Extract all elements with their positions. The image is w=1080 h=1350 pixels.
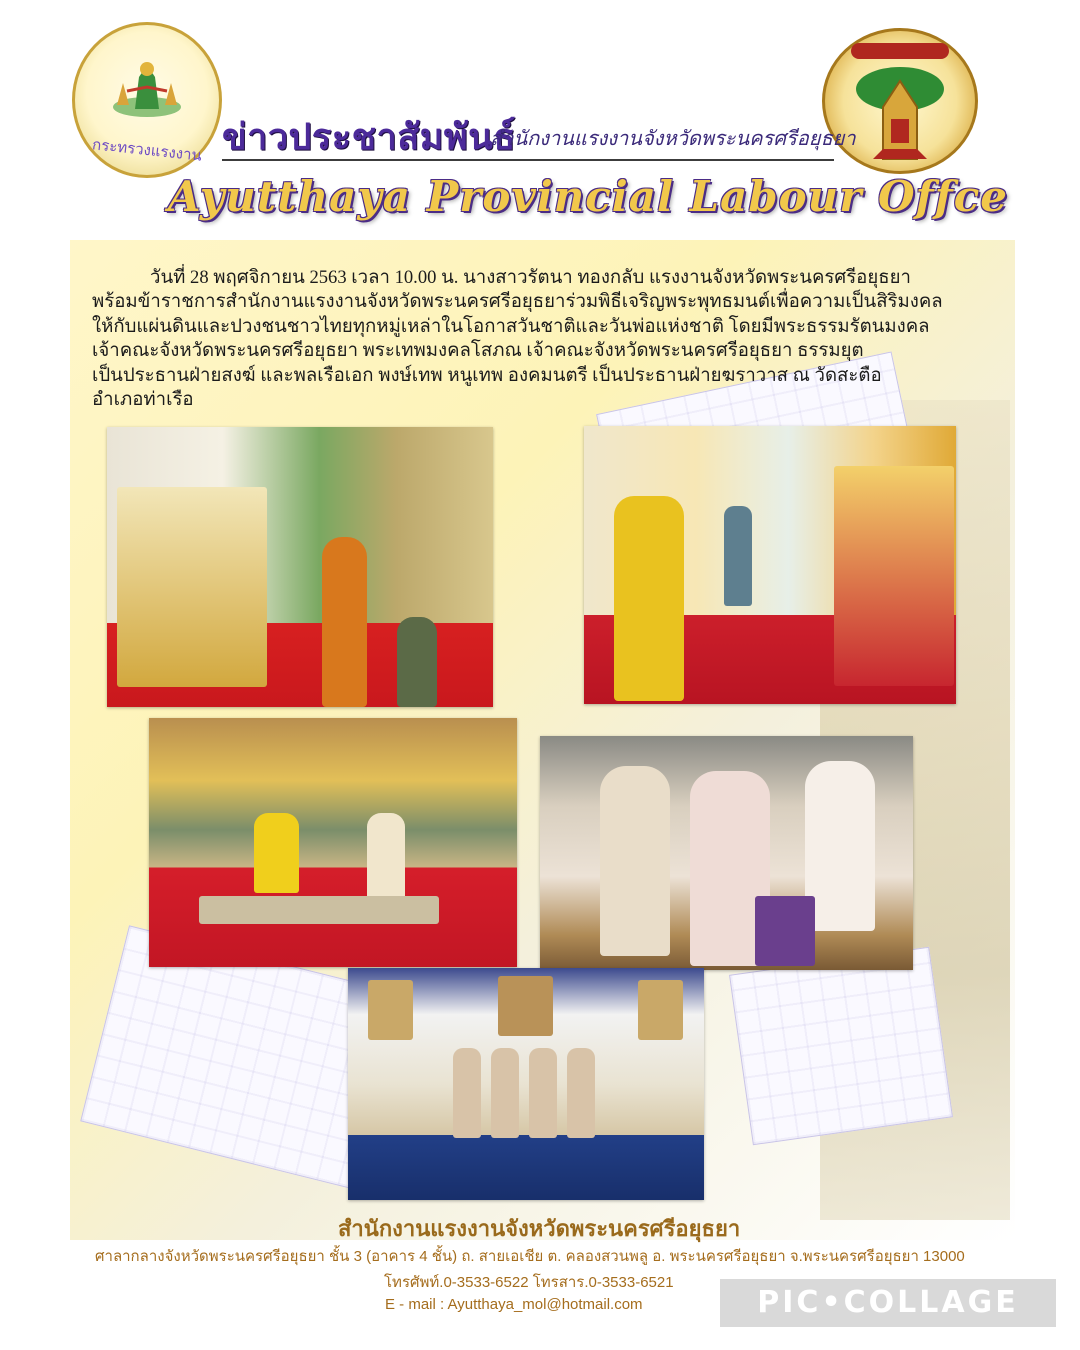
background-cloth [729, 947, 953, 1145]
paragraph-line: เป็นประธานฝ่ายสงฆ์ และพลเรือเอก พงษ์เทพ หนูเทพ องคมนตรี เป็นประธานฝ่ายฆราวาส ณ วัดสะตือ [92, 364, 882, 386]
monk-figure [322, 537, 367, 707]
person-in-yellow [614, 496, 684, 701]
altar-tables [834, 466, 954, 686]
paragraph-line: วันที่ 28 พฤศจิกายน 2563 เวลา 10.00 น. นางสาวรัตนา ทองกลับ แรงงานจังหวัดพระนครศรีอยุธยา [150, 267, 911, 288]
attendee-figure [805, 761, 875, 931]
photo-audience-praying [540, 736, 913, 970]
ceremonial-rug [199, 896, 439, 924]
paragraph-line: พร้อมข้าราชการสำนักงานแรงงานจังหวัดพระนครศรีอยุธยาร่วมพิธีเจริญพระพุทธมนต์เพื่อความเป็นสิริมงคล [92, 291, 943, 313]
purple-skirt [755, 896, 815, 966]
paragraph-line: ให้กับแผ่นดินและปวงชนชาวไทยทุกหมู่เหล่าในโอกาสวันชาติและวันพ่อแห่งชาติ โดยมีพระธรรมรัตนมงคล [92, 315, 930, 337]
seal-caption: กระทรวงแรงงาน [91, 135, 203, 165]
attendee-figure [600, 766, 670, 956]
footer-phone: โทรศัพท์.0-3533-6522 โทรสาร.0-3533-6521 [384, 1274, 674, 1291]
person-figure [567, 1048, 595, 1138]
portrait-frame [368, 980, 413, 1040]
portrait-frame [638, 980, 683, 1040]
paragraph-line: อำเภอท่าเรือ [92, 389, 194, 411]
deity-emblem-icon [107, 47, 187, 127]
footer-office-name: สำนักงานแรงงานจังหวัดพระนครศรีอยุธยา [338, 1216, 741, 1241]
photo-monk-lighting-candles [107, 427, 493, 707]
person-figure [491, 1048, 519, 1138]
news-paragraph [92, 266, 992, 412]
paragraph-line: เจ้าคณะจังหวัดพระนครศรีอยุธยา พระเทพมงคลโสภณ เจ้าคณะจังหวัดพระนครศรีอยุธยา ธรรมยุต [92, 340, 864, 362]
person-in-yellow [254, 813, 299, 893]
official-figure [397, 617, 437, 707]
woman-in-white [367, 813, 405, 908]
person-figure [453, 1048, 481, 1138]
photo-group-portrait [348, 968, 704, 1200]
photo-bowing-at-altar [584, 426, 956, 704]
footer-email: E - mail : Ayutthaya_mol@hotmail.com [385, 1296, 643, 1313]
header-title-english: Ayutthaya Provincial Labour Offce [168, 172, 1008, 221]
header-title: ข่าวประชาสัมพันธ์ [222, 116, 516, 158]
footer-address: ศาลากลางจังหวัดพระนครศรีอยุธยา ชั้น 3 (อาคาร 4 ชั้น) ถ. สายเอเชีย ต. คลองสวนพลู อ. พระนครศรีอยุธยา จ.พระนครศรีอยุธยา 13000 [95, 1248, 965, 1265]
header-divider [222, 159, 834, 161]
altar-table [117, 487, 267, 687]
photographer-figure [724, 506, 752, 606]
photo-seated-ceremony [149, 718, 517, 967]
header-subtitle: สำนักงานแรงงานจังหวัดพระนครศรีอยุธยา [490, 126, 856, 150]
pic-collage-watermark: PIC•COLLAGE [720, 1279, 1056, 1327]
portrait-frame [498, 976, 553, 1036]
person-figure [529, 1048, 557, 1138]
